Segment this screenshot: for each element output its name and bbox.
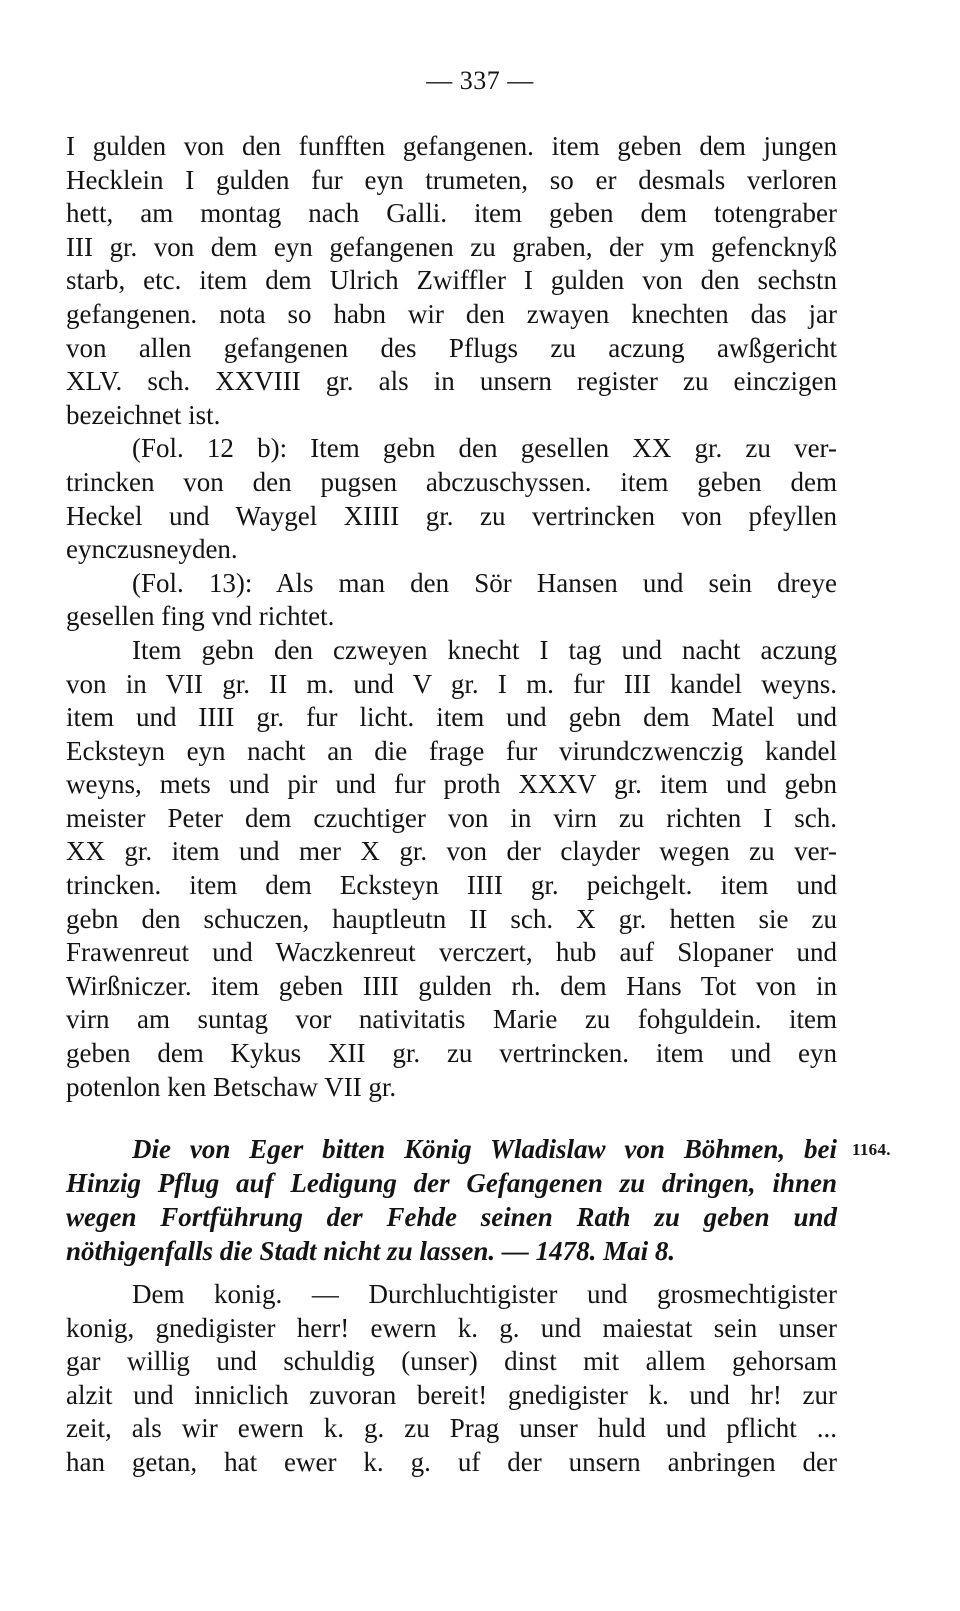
text-line: konig, gnedigister herr! ewern k. g. und maiestat sein unser: [66, 1312, 837, 1343]
text-line: XLV. sch. XXVIII gr. als in unsern register zu einczigen: [66, 366, 837, 397]
text-line: gebn den schuczen, hauptleutn II sch. X gr. hetten sie zu: [66, 903, 837, 934]
section-1164: [66, 1132, 837, 1480]
text-line: Item gebn den czweyen knecht I tag und nacht aczung: [132, 634, 837, 665]
text-line: gar willig und schuldig (unser) dinst mit allem gehorsam: [66, 1346, 837, 1377]
text-line: virn am suntag vor nativitatis Marie zu fohguldein. item: [66, 1004, 837, 1035]
text-line: gesellen fing vnd richtet.: [66, 601, 335, 632]
text-line: I gulden von den funfften gefangenen. item geben dem jungen: [66, 131, 837, 161]
text-line: item und IIII gr. fur licht. item und gebn dem Matel und: [66, 702, 837, 733]
heading-line: Die von Eger bitten König Wladislaw von Böhmen, bei: [132, 1134, 837, 1164]
text-line: geben dem Kykus XII gr. zu vertrincken. item und eyn: [66, 1038, 837, 1069]
text-line: meister Peter dem czuchtiger von in virn zu richten I sch.: [66, 802, 837, 833]
text-line: XX gr. item und mer X gr. von der clayder wegen zu ver-: [66, 836, 837, 867]
margin-document-number: 1164.: [852, 1140, 891, 1159]
text-line: hett, am montag nach Galli. item geben dem totengraber: [66, 198, 837, 229]
heading-line: wegen Fortführung der Fehde seinen Rath zu geben und: [66, 1202, 837, 1232]
text-line: eynczusneyden.: [66, 534, 238, 565]
text-line-folio: (Fol. 13): Als man den Sör Hansen und sein dreye: [132, 567, 837, 598]
spacer: [66, 1268, 837, 1278]
heading-line: nöthigenfalls die Stadt nicht zu lassen. — 1478. Mai 8.: [66, 1236, 676, 1266]
text-line: bezeichnet ist.: [66, 399, 221, 430]
text-line: Ecksteyn eyn nacht an die frage fur virundczwenczig kandel: [66, 735, 837, 766]
text-line: trincken von den pugsen abczuschyssen. item geben dem: [66, 466, 837, 497]
text-line: Frawenreut und Waczkenreut verczert, hub auf Slopaner und: [66, 937, 837, 968]
page-number: — 337 —: [426, 66, 534, 95]
text-line: starb, etc. item dem Ulrich Zwiffler I gulden von den sechstn: [66, 265, 837, 296]
text-line: Wirßniczer. item geben IIII gulden rh. dem Hans Tot von in: [66, 970, 837, 1001]
text-line-folio: (Fol. 12 b): Item gebn den gesellen XX gr. zu ver-: [132, 433, 837, 464]
text-line: von allen gefangenen des Pflugs zu aczung awßgericht: [66, 332, 837, 363]
text-line: zeit, als wir ewern k. g. zu Prag unser huld und pflicht ...: [66, 1413, 837, 1444]
text-block-accounts: [66, 130, 837, 1104]
text-line: von in VII gr. II m. und V gr. I m. fur III kandel weyns.: [66, 668, 837, 699]
heading-line: Hinzig Pflug auf Ledigung der Gefangenen zu dringen, ihnen: [66, 1168, 837, 1198]
text-line: weyns, mets und pir und fur proth XXXV gr. item und gebn: [66, 769, 837, 800]
section-heading: [66, 1132, 837, 1268]
text-line: III gr. von dem eyn gefangenen zu graben, der ym gefencknyß: [66, 231, 837, 262]
text-line: Hecklein I gulden fur eyn trumeten, so er desmals verloren: [66, 164, 837, 195]
letter-text: [66, 1278, 837, 1480]
text-line: trincken. item dem Ecksteyn IIII gr. peichgelt. item und: [66, 870, 837, 901]
text-line: Dem konig. — Durchluchtigister und grosmechtigister: [132, 1279, 837, 1309]
text-line: potenlon ken Betschaw VII gr.: [66, 1071, 397, 1102]
text-line: gefangenen. nota so habn wir den zwayen knechten das jar: [66, 298, 837, 329]
text-line: alzit und inniclich zuvoran bereit! gnedigister k. und hr! zur: [66, 1379, 837, 1410]
text-line: Heckel und Waygel XIIII gr. zu vertrincken von pfeyllen: [66, 500, 837, 531]
text-line: han getan, hat ewer k. g. uf der unsern anbringen der: [66, 1446, 837, 1477]
